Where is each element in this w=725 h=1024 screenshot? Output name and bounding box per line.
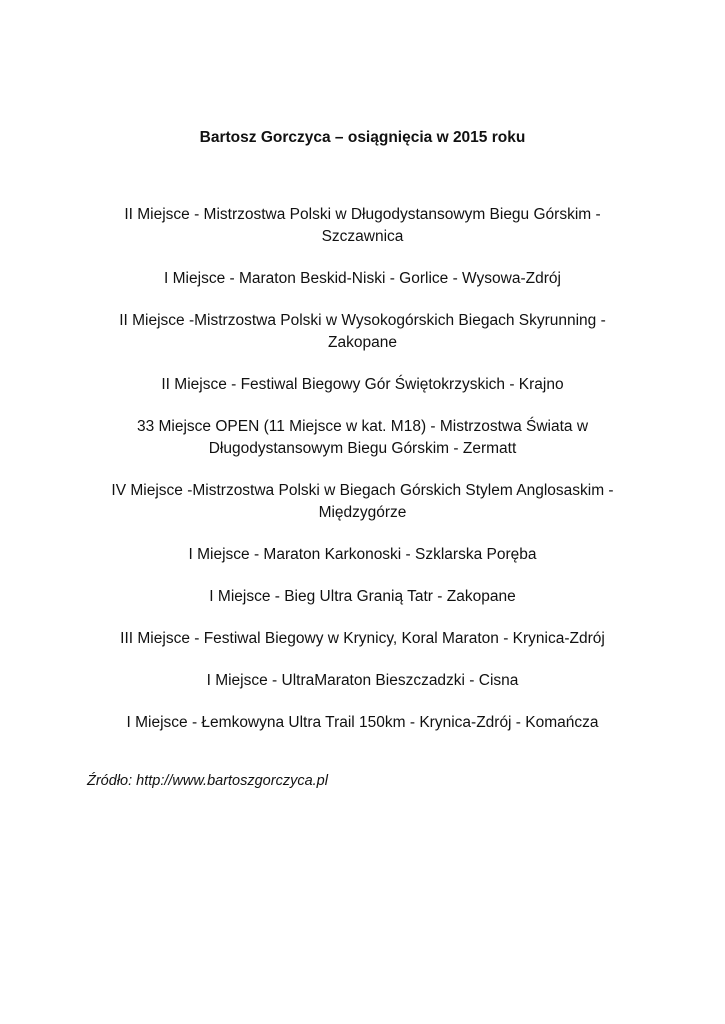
achievement-item: II Miejsce -Mistrzostwa Polski w Wysokogórskich Biegach Skyrunning - Zakopane <box>119 312 606 351</box>
source-note: Źródło: http://www.bartoszgorczyca.pl <box>87 773 328 789</box>
achievement-item: III Miejsce - Festiwal Biegowy w Krynicy, Koral Maraton - Krynica-Zdrój <box>120 630 605 647</box>
achievement-item: I Miejsce - Maraton Beskid-Niski - Gorlice - Wysowa-Zdrój <box>164 270 561 287</box>
achievement-item: I Miejsce - Maraton Karkonoski - Szklarska Poręba <box>188 546 537 563</box>
achievements-list <box>90 204 635 754</box>
achievement-item: I Miejsce - Bieg Ultra Granią Tatr - Zakopane <box>209 588 516 605</box>
achievement-item: II Miejsce - Festiwal Biegowy Gór Świętokrzyskich - Krajno <box>161 376 564 393</box>
document-title: Bartosz Gorczyca – osiągnięcia w 2015 roku <box>199 129 526 146</box>
achievement-item: 33 Miejsce OPEN (11 Miejsce w kat. M18) - Mistrzostwa Świata w Długodystansowym Biegu Górskim - Zermatt <box>136 418 589 457</box>
achievement-item: I Miejsce - UltraMaraton Bieszczadzki - Cisna <box>206 672 519 689</box>
achievement-item: IV Miejsce -Mistrzostwa Polski w Biegach Górskich Stylem Anglosaskim - Międzygórze <box>111 482 614 521</box>
achievement-item: II Miejsce - Mistrzostwa Polski w Długodystansowym Biegu Górskim - Szczawnica <box>124 206 601 245</box>
achievement-item: I Miejsce - Łemkowyna Ultra Trail 150km - Krynica-Zdrój - Komańcza <box>126 714 599 731</box>
